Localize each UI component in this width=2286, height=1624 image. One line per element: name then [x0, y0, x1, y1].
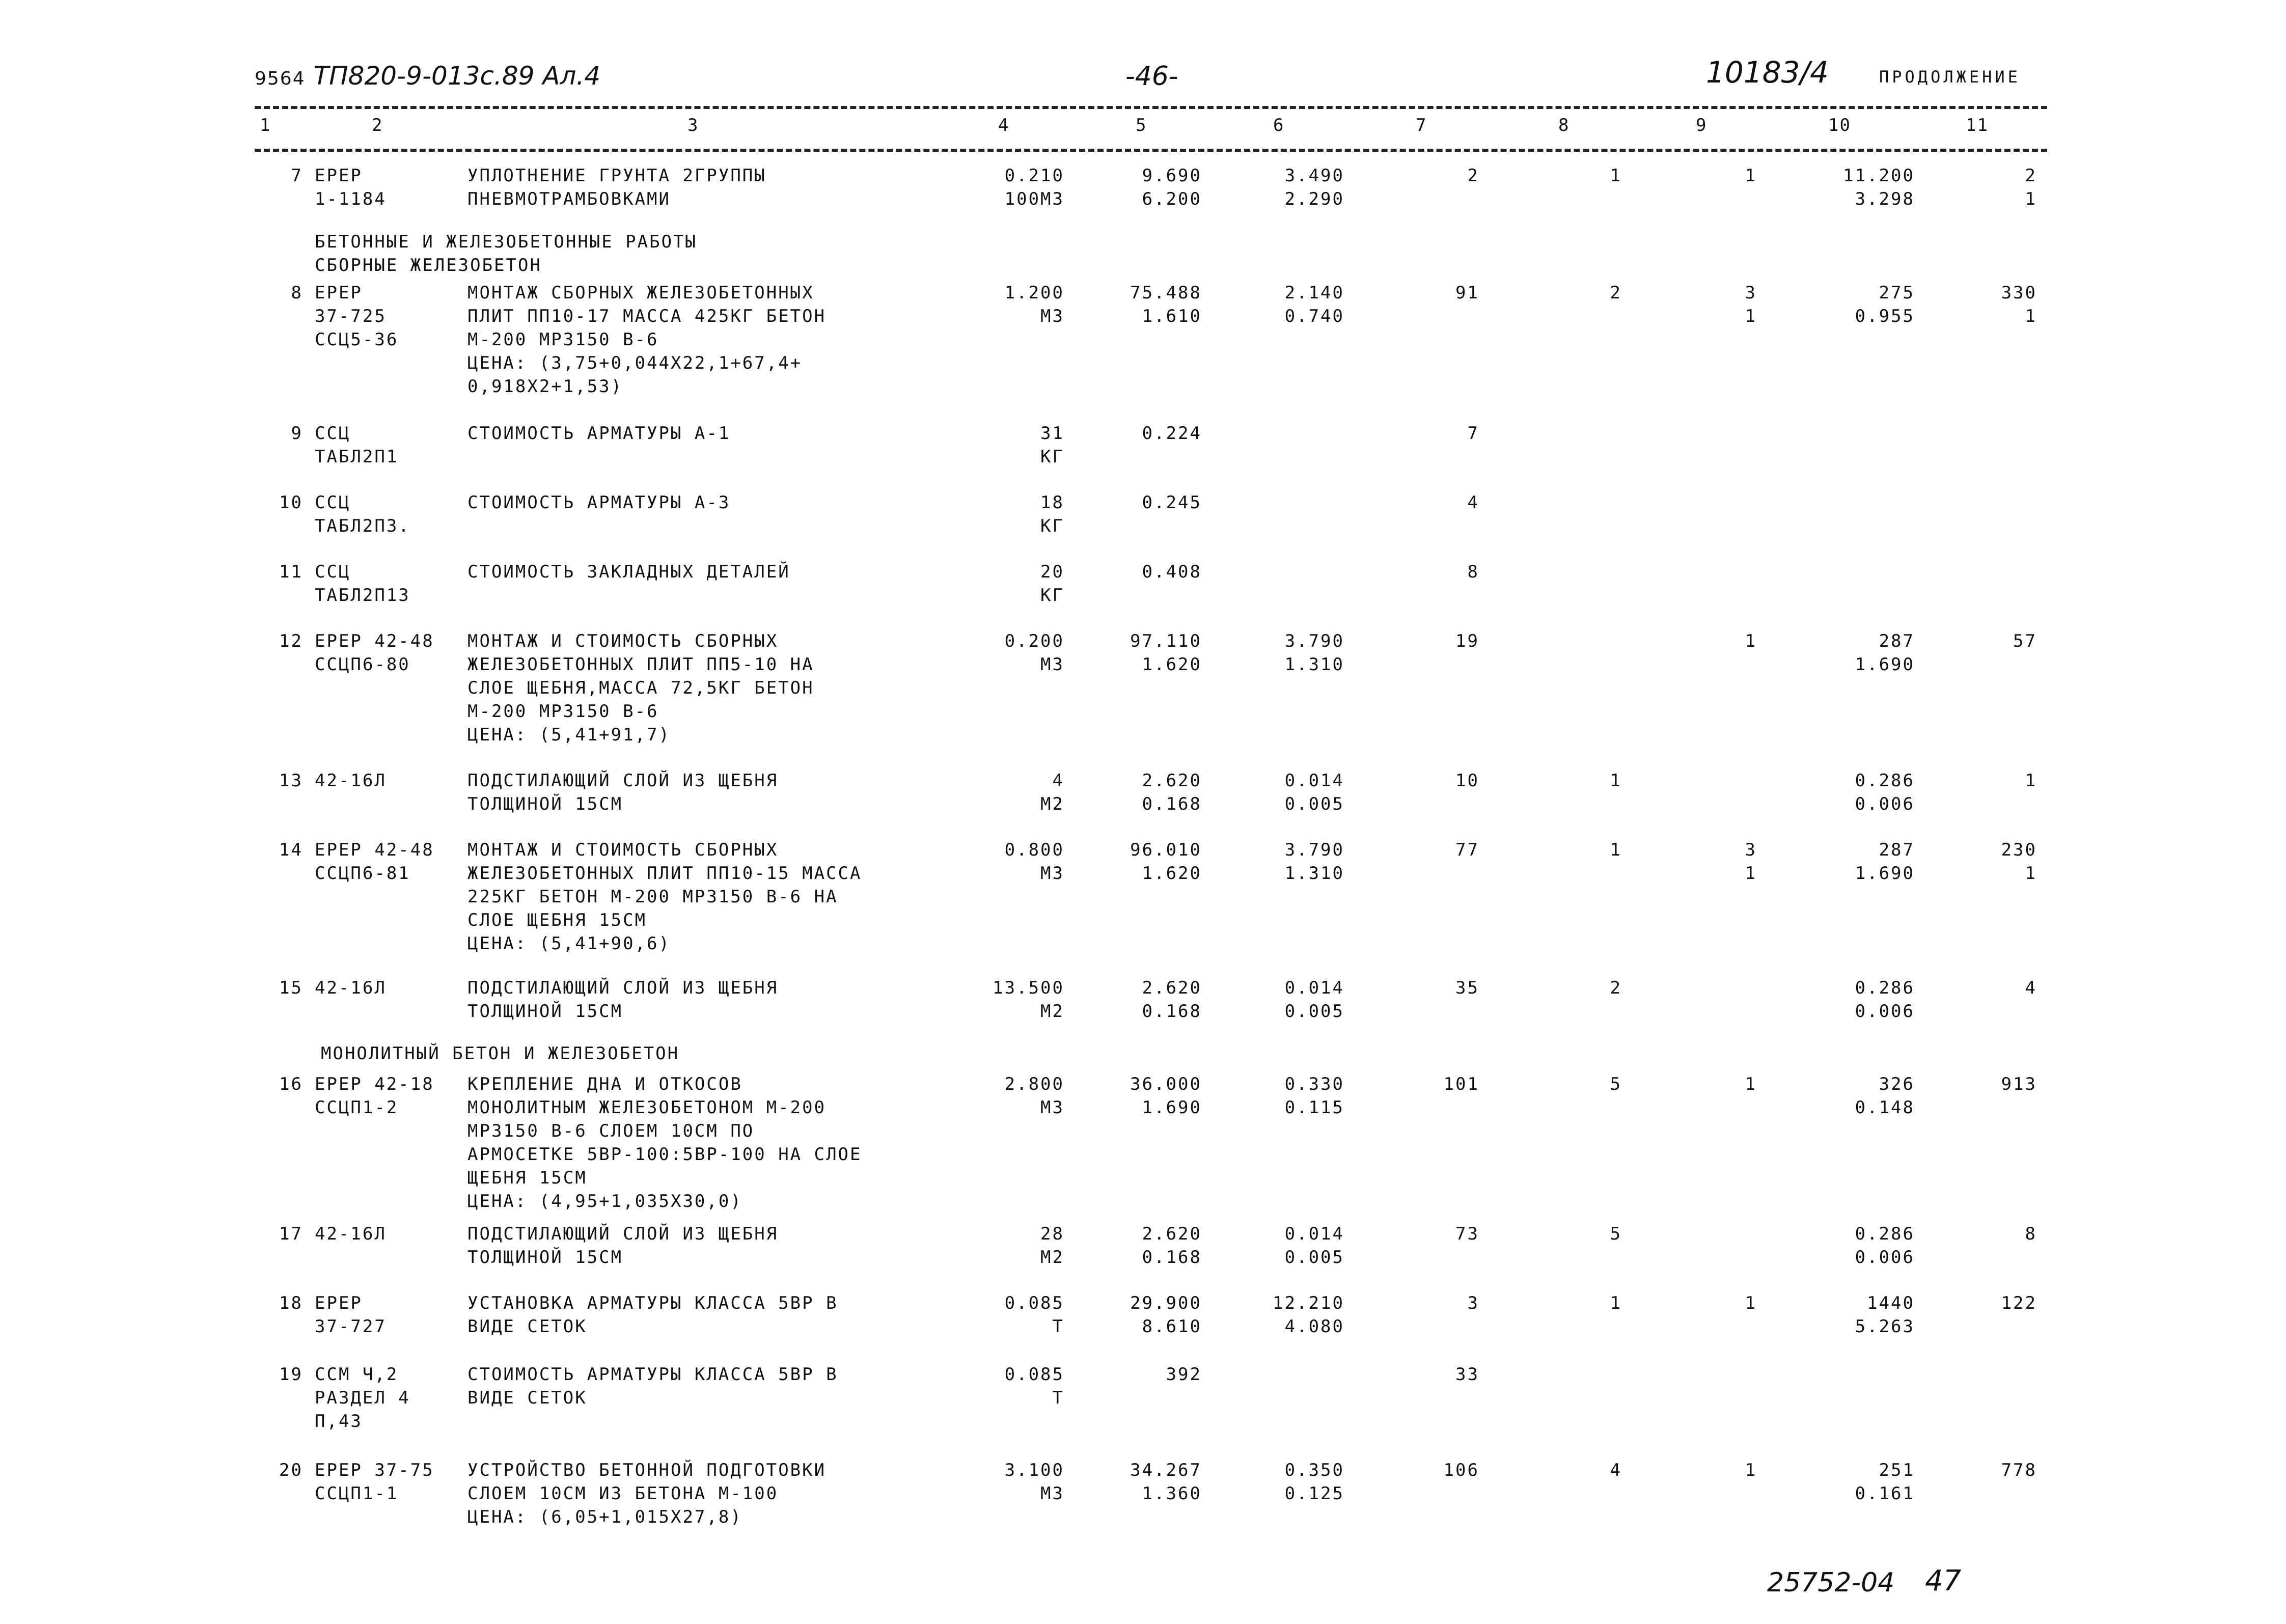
cell-c6: 3.490	[1284, 166, 1344, 186]
row-number: 18	[279, 1293, 303, 1313]
row-code: ЕРЕР 37-75	[315, 1460, 434, 1480]
cell-c4: М3	[1040, 1097, 1064, 1118]
cell-c5: 8.610	[1142, 1316, 1202, 1337]
cell-c10: 0.286	[1855, 978, 1915, 998]
column-header-2: 2	[372, 115, 383, 135]
cell-c8: 5	[1610, 1224, 1622, 1244]
cell-c11: 8	[2025, 1224, 2037, 1244]
column-header-8: 8	[1558, 115, 1570, 135]
cell-c7: 19	[1455, 631, 1479, 651]
row-code: ЕРЕР 42-18	[315, 1074, 434, 1094]
row-code: ЕРЕР 42-48	[315, 840, 434, 860]
cell-c5: 2.620	[1142, 770, 1202, 791]
cell-c5: 1.620	[1142, 654, 1202, 675]
cell-c6: 2.140	[1284, 283, 1344, 303]
cell-c4: М2	[1040, 1001, 1064, 1022]
cell-c7: 106	[1443, 1460, 1479, 1480]
cell-c11: 122	[2001, 1293, 2037, 1313]
cell-c5: 0.224	[1142, 423, 1202, 444]
cell-c11: 1	[2025, 770, 2037, 791]
cell-c10: 0.006	[1855, 1001, 1915, 1022]
cell-c11: 2	[2025, 166, 2037, 186]
row-description: ЩЕБНЯ 15СМ	[467, 1168, 587, 1188]
cell-c7: 7	[1467, 423, 1479, 444]
row-description: ПЛИТ ПП10-17 МАССА 425КГ БЕТОН	[467, 306, 827, 326]
row-description: СТОИМОСТЬ АРМАТУРЫ А-3	[467, 492, 731, 513]
cell-c5: 0.168	[1142, 1001, 1202, 1022]
row-description: ЖЕЛЕЗОБЕТОННЫХ ПЛИТ ПП5-10 НА	[467, 654, 814, 675]
cell-c6: 0.005	[1284, 1247, 1344, 1268]
cell-c5: 1.360	[1142, 1483, 1202, 1504]
cell-c4: М2	[1040, 1247, 1064, 1268]
row-number: 13	[279, 770, 303, 791]
row-description: КРЕПЛЕНИЕ ДНА И ОТКОСОВ	[467, 1074, 742, 1094]
row-code: ССМ Ч,2	[315, 1364, 399, 1385]
cell-c9: 1	[1745, 1074, 1757, 1094]
row-description: МОНТАЖ И СТОИМОСТЬ СБОРНЫХ	[467, 840, 779, 860]
cell-c5: 2.620	[1142, 978, 1202, 998]
cell-c4: Т	[1052, 1316, 1064, 1337]
cell-c10: 0.955	[1855, 306, 1915, 326]
cell-c7: 3	[1467, 1293, 1479, 1313]
page-number: -46-	[1125, 61, 1178, 92]
cell-c9: 1	[1745, 631, 1757, 651]
cell-c9: 1	[1745, 166, 1757, 186]
row-number: 15	[279, 978, 303, 998]
cell-c4: М3	[1040, 1483, 1064, 1504]
cell-c10: 3.298	[1855, 189, 1915, 209]
column-header-10: 10	[1828, 115, 1851, 135]
row-description: 225КГ БЕТОН М-200 МР3150 В-6 НА	[467, 887, 838, 907]
cell-c4: М3	[1040, 654, 1064, 675]
cell-c11: 1	[2025, 863, 2037, 884]
cell-c6: 1.310	[1284, 863, 1344, 884]
cell-c6: 3.790	[1284, 840, 1344, 860]
cell-c7: 35	[1455, 978, 1479, 998]
row-number: 9	[291, 423, 303, 444]
cell-c6: 4.080	[1284, 1316, 1344, 1337]
row-description: ВИДЕ СЕТОК	[467, 1388, 587, 1408]
header-rule-bottom	[255, 149, 2047, 152]
cell-c4: 1.200	[1004, 283, 1064, 303]
row-code: ЕРЕР	[315, 283, 363, 303]
cell-c6: 0.014	[1284, 770, 1344, 791]
row-description: М-200 МР3150 В-6	[467, 701, 659, 722]
footer-page: 47	[1925, 1564, 1962, 1598]
cell-c7: 2	[1467, 166, 1479, 186]
cell-c11: 1	[2025, 189, 2037, 209]
row-description: СЛОЕМ 10СМ ИЗ БЕТОНА М-100	[467, 1483, 779, 1504]
row-description: ПОДСТИЛАЮЩИЙ СЛОЙ ИЗ ЩЕБНЯ	[467, 770, 779, 791]
cell-c8: 1	[1610, 770, 1622, 791]
cell-c5: 34.267	[1130, 1460, 1202, 1480]
row-description: ЦЕНА: (5,41+90,6)	[467, 933, 671, 954]
cell-c4: 3.100	[1004, 1460, 1064, 1480]
cell-c4: 4	[1052, 770, 1064, 791]
cell-c8: 2	[1610, 978, 1622, 998]
cell-c8: 1	[1610, 1293, 1622, 1313]
row-number: 14	[279, 840, 303, 860]
row-description: СТОИМОСТЬ ЗАКЛАДНЫХ ДЕТАЛЕЙ	[467, 562, 790, 582]
row-number: 17	[279, 1224, 303, 1244]
cell-c6: 0.005	[1284, 794, 1344, 814]
cell-c10: 1440	[1867, 1293, 1915, 1313]
cell-c5: 0.168	[1142, 1247, 1202, 1268]
cell-c4: 18	[1040, 492, 1064, 513]
cell-c10: 11.200	[1843, 166, 1915, 186]
cell-c11: 1	[2025, 306, 2037, 326]
cell-c10: 5.263	[1855, 1316, 1915, 1337]
row-code: ССЦ5-36	[315, 329, 399, 350]
column-header-4: 4	[998, 115, 1010, 135]
row-description: МОНТАЖ СБОРНЫХ ЖЕЛЕЗОБЕТОННЫХ	[467, 283, 814, 303]
row-code: ССЦ	[315, 492, 351, 513]
row-code: ССЦП6-81	[315, 863, 410, 884]
row-description: М-200 МР3150 В-6	[467, 329, 659, 350]
cell-c8: 1	[1610, 166, 1622, 186]
cell-c4: КГ	[1040, 585, 1064, 605]
cell-c6: 0.330	[1284, 1074, 1344, 1094]
cell-c10: 1.690	[1855, 863, 1915, 884]
cell-c6: 12.210	[1273, 1293, 1344, 1313]
cell-c6: 0.115	[1284, 1097, 1344, 1118]
cell-c5: 1.620	[1142, 863, 1202, 884]
cell-c5: 1.690	[1142, 1097, 1202, 1118]
row-code: П,43	[315, 1411, 363, 1432]
row-number: 20	[279, 1460, 303, 1480]
row-description: ТОЛЩИНОЙ 15СМ	[467, 1247, 623, 1268]
row-description: МР3150 В-6 СЛОЕМ 10СМ ПО	[467, 1121, 755, 1141]
cell-c7: 77	[1455, 840, 1479, 860]
footer-code: 25752-04	[1767, 1567, 1895, 1598]
cell-c4: 28	[1040, 1224, 1064, 1244]
row-description: ВИДЕ СЕТОК	[467, 1316, 587, 1337]
row-description: СТОИМОСТЬ АРМАТУРЫ А-1	[467, 423, 731, 444]
cell-c5: 97.110	[1130, 631, 1202, 651]
row-description: ПОДСТИЛАЮЩИЙ СЛОЙ ИЗ ЩЕБНЯ	[467, 978, 779, 998]
row-code: 42-16Л	[315, 1224, 387, 1244]
document-prefix: 9564	[255, 68, 306, 89]
row-description: ЦЕНА: (4,95+1,035Х30,0)	[467, 1191, 742, 1212]
row-code: 37-725	[315, 306, 387, 326]
cell-c10: 287	[1879, 631, 1915, 651]
cell-c6: 3.790	[1284, 631, 1344, 651]
row-code: ТАБЛ2П1	[315, 447, 399, 467]
cell-c5: 9.690	[1142, 166, 1202, 186]
cell-c4: 0.200	[1004, 631, 1064, 651]
row-code: ТАБЛ2П3.	[315, 516, 410, 536]
cell-c4: М3	[1040, 863, 1064, 884]
cell-c4: 0.085	[1004, 1364, 1064, 1385]
cell-c7: 91	[1455, 283, 1479, 303]
cell-c5: 36.000	[1130, 1074, 1202, 1094]
cell-c5: 96.010	[1130, 840, 1202, 860]
row-description: ТОЛЩИНОЙ 15СМ	[467, 1001, 623, 1022]
row-description: ПОДСТИЛАЮЩИЙ СЛОЙ ИЗ ЩЕБНЯ	[467, 1224, 779, 1244]
cell-c9: 1	[1745, 306, 1757, 326]
row-code: ССЦ	[315, 423, 351, 444]
document-code	[255, 61, 600, 91]
cell-c4: Т	[1052, 1388, 1064, 1408]
column-header-11: 11	[1966, 115, 1989, 135]
row-code: ССЦП1-1	[315, 1483, 399, 1504]
cell-c8: 1	[1610, 840, 1622, 860]
cell-c11: 57	[2013, 631, 2037, 651]
cell-c7: 73	[1455, 1224, 1479, 1244]
cell-c4: 31	[1040, 423, 1064, 444]
cell-c9: 1	[1745, 1293, 1757, 1313]
column-header-5: 5	[1136, 115, 1147, 135]
cell-c7: 33	[1455, 1364, 1479, 1385]
cell-c5: 0.245	[1142, 492, 1202, 513]
row-description: СТОИМОСТЬ АРМАТУРЫ КЛАССА 5ВР В	[467, 1364, 838, 1385]
column-header-9: 9	[1696, 115, 1707, 135]
cell-c11: 4	[2025, 978, 2037, 998]
column-header-6: 6	[1273, 115, 1285, 135]
cell-c6: 0.014	[1284, 1224, 1344, 1244]
cell-c4: 0.800	[1004, 840, 1064, 860]
cell-c4: 0.085	[1004, 1293, 1064, 1313]
cell-c5: 29.900	[1130, 1293, 1202, 1313]
cell-c4: 20	[1040, 562, 1064, 582]
cell-c5: 6.200	[1142, 189, 1202, 209]
cell-c7: 101	[1443, 1074, 1479, 1094]
cell-c6: 0.740	[1284, 306, 1344, 326]
row-number: 11	[279, 562, 303, 582]
cell-c10: 0.148	[1855, 1097, 1915, 1118]
cell-c6: 1.310	[1284, 654, 1344, 675]
cell-c10: 0.006	[1855, 1247, 1915, 1268]
cell-c11: 913	[2001, 1074, 2037, 1094]
cell-c10: 326	[1879, 1074, 1915, 1094]
cell-c6: 0.005	[1284, 1001, 1344, 1022]
cell-c4: 13.500	[993, 978, 1064, 998]
cell-c8: 2	[1610, 283, 1622, 303]
section-title: БЕТОННЫЕ И ЖЕЛЕЗОБЕТОННЫЕ РАБОТЫ	[315, 232, 698, 252]
cell-c11: 330	[2001, 283, 2037, 303]
cell-c6: 0.014	[1284, 978, 1344, 998]
row-code: 42-16Л	[315, 978, 387, 998]
row-description: СЛОЕ ЩЕБНЯ 15СМ	[467, 910, 647, 930]
cell-c5: 0.168	[1142, 794, 1202, 814]
row-description: УСТАНОВКА АРМАТУРЫ КЛАССА 5ВР В	[467, 1293, 838, 1313]
cell-c4: М2	[1040, 794, 1064, 814]
document-code-text: ТП820-9-013с.89 Ал.4	[313, 61, 601, 91]
row-description: ЦЕНА: (3,75+0,044Х22,1+67,4+	[467, 353, 803, 373]
row-description: ЦЕНА: (5,41+91,7)	[467, 725, 671, 745]
cell-c9: 1	[1745, 1460, 1757, 1480]
cell-c11: 778	[2001, 1460, 2037, 1480]
cell-c6: 0.350	[1284, 1460, 1344, 1480]
cell-c5: 392	[1166, 1364, 1202, 1385]
cell-c10: 251	[1879, 1460, 1915, 1480]
row-description: МОНОЛИТНЫМ ЖЕЛЕЗОБЕТОНОМ М-200	[467, 1097, 827, 1118]
row-code: ЕРЕР	[315, 1293, 363, 1313]
row-code: ЕРЕР	[315, 166, 363, 186]
cell-c10: 0.286	[1855, 770, 1915, 791]
cell-c10: 0.286	[1855, 1224, 1915, 1244]
section-title: МОНОЛИТНЫЙ БЕТОН И ЖЕЛЕЗОБЕТОН	[321, 1043, 680, 1064]
row-description: АРМОСЕТКЕ 5ВР-100:5ВР-100 НА СЛОЕ	[467, 1144, 862, 1165]
cell-c10: 287	[1879, 840, 1915, 860]
row-code: ЕРЕР 42-48	[315, 631, 434, 651]
row-number: 7	[291, 166, 303, 186]
cell-c7: 10	[1455, 770, 1479, 791]
row-code: 1-1184	[315, 189, 387, 209]
row-number: 19	[279, 1364, 303, 1385]
cell-c7: 8	[1467, 562, 1479, 582]
cell-c6: 2.290	[1284, 189, 1344, 209]
cell-c6: 0.125	[1284, 1483, 1344, 1504]
cell-c4: 0.210	[1004, 166, 1064, 186]
cell-c4: 2.800	[1004, 1074, 1064, 1094]
row-code: РАЗДЕЛ 4	[315, 1388, 410, 1408]
cell-c4: КГ	[1040, 447, 1064, 467]
row-description: ЦЕНА: (6,05+1,015Х27,8)	[467, 1507, 742, 1527]
row-code: ССЦ	[315, 562, 351, 582]
cell-c4: М3	[1040, 306, 1064, 326]
column-header-7: 7	[1416, 115, 1427, 135]
cell-c9: 3	[1745, 283, 1757, 303]
cell-c10: 275	[1879, 283, 1915, 303]
cell-c9: 3	[1745, 840, 1757, 860]
cell-c5: 0.408	[1142, 562, 1202, 582]
row-description: УПЛОТНЕНИЕ ГРУНТА 2ГРУППЫ	[467, 166, 766, 186]
row-number: 10	[279, 492, 303, 513]
cell-c5: 75.488	[1130, 283, 1202, 303]
column-header-3: 3	[687, 115, 699, 135]
row-number: 16	[279, 1074, 303, 1094]
header-rule-top	[255, 106, 2047, 109]
cell-c5: 2.620	[1142, 1224, 1202, 1244]
cell-c10: 0.161	[1855, 1483, 1915, 1504]
cell-c10: 0.006	[1855, 794, 1915, 814]
cell-c4: 100М3	[1004, 189, 1064, 209]
row-number: 12	[279, 631, 303, 651]
row-description: ПНЕВМОТРАМБОВКАМИ	[467, 189, 671, 209]
row-description: МОНТАЖ И СТОИМОСТЬ СБОРНЫХ	[467, 631, 779, 651]
cell-c8: 5	[1610, 1074, 1622, 1094]
continuation-label: ПРОДОЛЖЕНИЕ	[1879, 67, 2021, 87]
row-code: ССЦП6-80	[315, 654, 410, 675]
cell-c9: 1	[1745, 863, 1757, 884]
row-code: 37-727	[315, 1316, 387, 1337]
sheet-number: 10183/4	[1706, 55, 1829, 90]
cell-c4: КГ	[1040, 516, 1064, 536]
row-number: 8	[291, 283, 303, 303]
row-code: ССЦП1-2	[315, 1097, 399, 1118]
cell-c8: 4	[1610, 1460, 1622, 1480]
row-description: 0,918Х2+1,53)	[467, 376, 623, 397]
cell-c5: 1.610	[1142, 306, 1202, 326]
row-description: ТОЛЩИНОЙ 15СМ	[467, 794, 623, 814]
row-code: 42-16Л	[315, 770, 387, 791]
cell-c11: 230	[2001, 840, 2037, 860]
cell-c7: 4	[1467, 492, 1479, 513]
row-description: УСТРОЙСТВО БЕТОННОЙ ПОДГОТОВКИ	[467, 1460, 827, 1480]
row-description: ЖЕЛЕЗОБЕТОННЫХ ПЛИТ ПП10-15 МАССА	[467, 863, 862, 884]
cell-c10: 1.690	[1855, 654, 1915, 675]
row-description: СЛОЕ ЩЕБНЯ,МАССА 72,5КГ БЕТОН	[467, 678, 814, 698]
column-header-1: 1	[260, 115, 271, 135]
section-subtitle: СБОРНЫЕ ЖЕЛЕЗОБЕТОН	[315, 255, 542, 276]
row-code: ТАБЛ2П13	[315, 585, 410, 605]
